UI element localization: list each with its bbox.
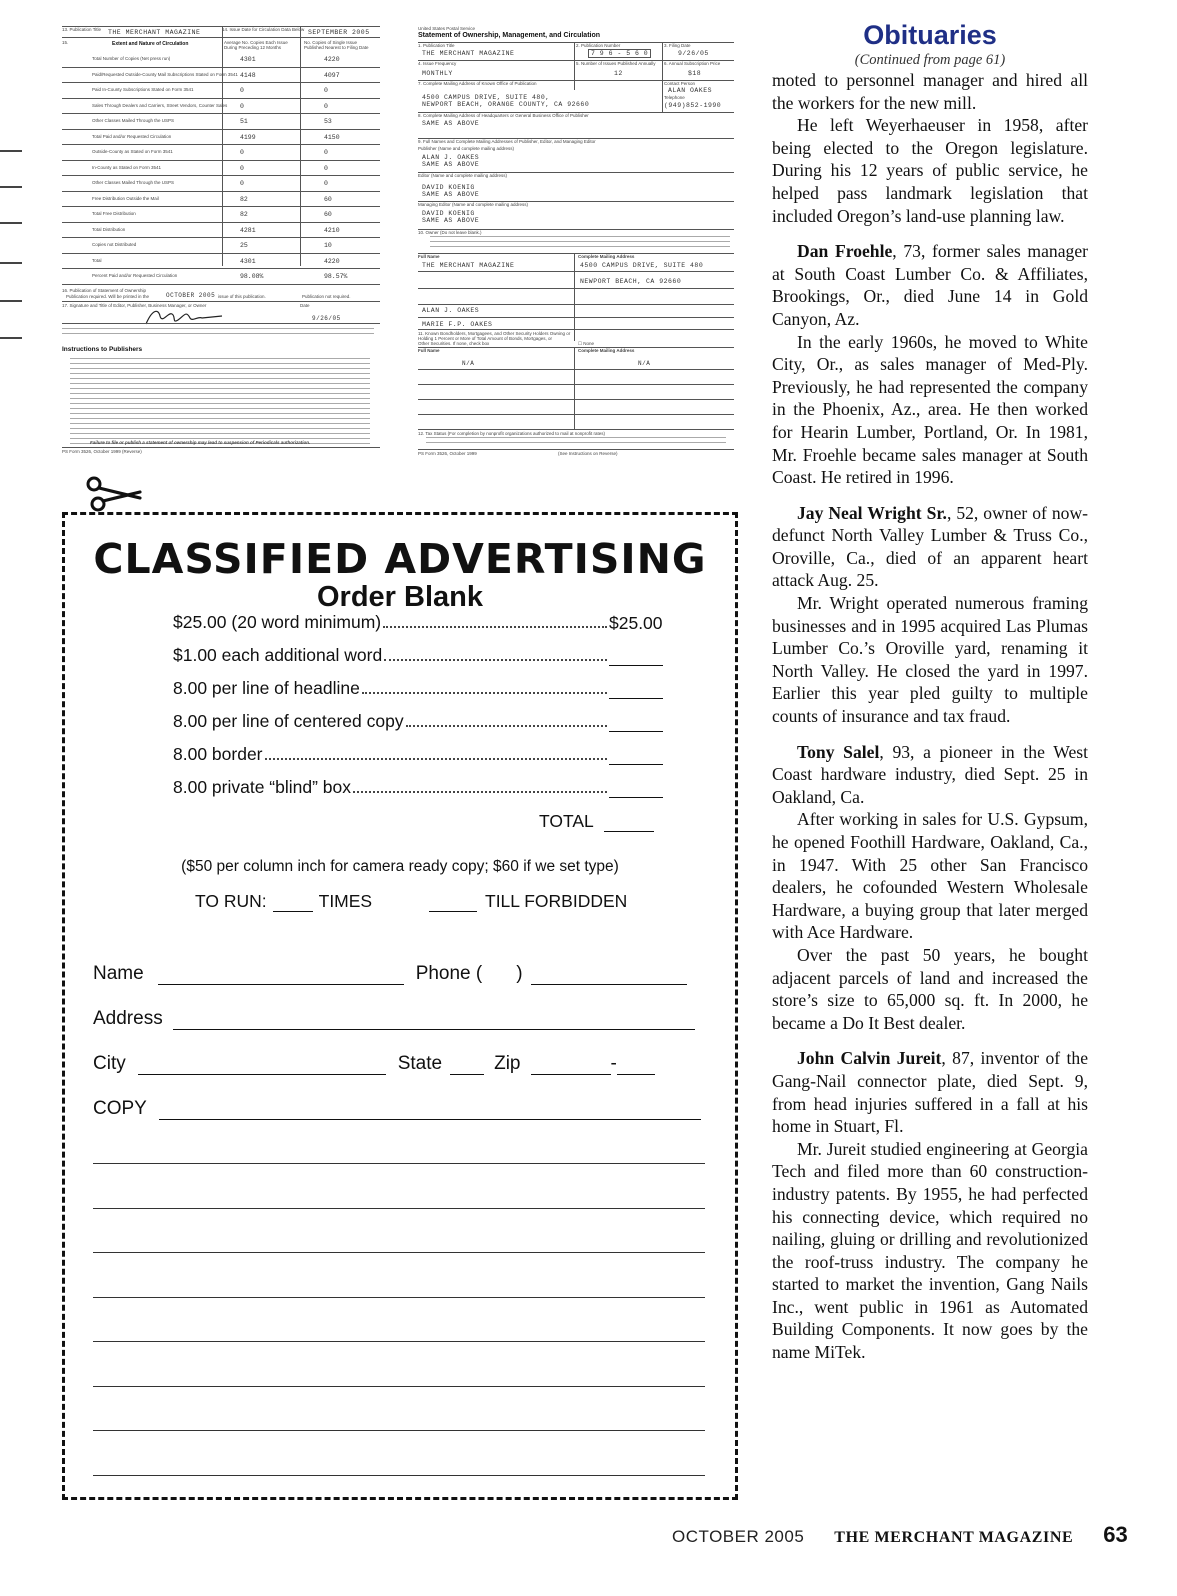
- copy-line-field[interactable]: [93, 1475, 705, 1476]
- dot-leader: [353, 791, 607, 793]
- own-filing-date: 9/26/05: [678, 50, 709, 57]
- address-label: Address: [93, 1008, 163, 1029]
- col-single-header: No. Copies of Single Issue Published Nearest to Filing Date: [304, 40, 369, 50]
- circulation-row-label: Copies not Distributed: [92, 242, 137, 247]
- copy-line-field[interactable]: [93, 1297, 705, 1298]
- zip-dash: -: [610, 1053, 617, 1074]
- own-office-address-2: NEWPORT BEACH, ORANGE COUNTY, CA 92660: [422, 101, 590, 108]
- circulation-single-value: 0: [324, 164, 328, 172]
- obit-text: , 73, former sales manager at South Coast Lumber Co. & Affiliates, Brookings, Or., died June 14 in Gold Canyon, Az.: [772, 241, 1089, 329]
- dot-leader: [362, 692, 607, 694]
- own-owner-2: ALAN J. OAKES: [422, 307, 480, 314]
- edge-mark: [0, 186, 22, 188]
- own-office-address-1: 4500 CAMPUS DRIVE, SUITE 480,: [422, 94, 550, 101]
- area-code-field[interactable]: [482, 965, 516, 985]
- city-row: [93, 1053, 655, 1075]
- circulation-row-divider: [62, 113, 380, 114]
- right-form-id: PS Form 3526, October 1999: [418, 451, 477, 456]
- price-row-amount-field[interactable]: [609, 745, 663, 765]
- circulation-avg-value: 0: [240, 149, 244, 156]
- form-issue-date: SEPTEMBER 2005: [308, 29, 370, 36]
- circulation-row-label: Paid In-County Subscriptions Stated on Form 3541: [92, 87, 194, 92]
- till-forbidden-label: TILL FORBIDDEN: [485, 891, 628, 911]
- circulation-avg-value: 0: [240, 164, 244, 172]
- copy-label: COPY: [93, 1098, 147, 1119]
- circulation-single-value: 4097: [324, 71, 340, 79]
- dot-leader: [265, 758, 607, 760]
- col-avg-header: Average No. Copies Each Issue During Preceding 12 Months: [224, 40, 288, 50]
- own-owner-address-2: NEWPORT BEACH, CA 92660: [580, 278, 682, 285]
- extent-header: Extent and Nature of Circulation: [112, 41, 189, 47]
- copy-line-field[interactable]: [93, 1252, 705, 1253]
- circulation-row-divider: [62, 284, 380, 285]
- circulation-avg-value: 4281: [240, 226, 256, 234]
- address-row: [93, 1008, 695, 1030]
- circulation-single-value: 60: [324, 195, 332, 203]
- circulation-avg-value: 4148: [240, 71, 256, 79]
- circulation-row-divider: [62, 268, 380, 269]
- circulation-row-label: Total Paid and/or Requested Circulation: [92, 133, 172, 139]
- own-editor-name: DAVID KOENIG: [422, 184, 475, 191]
- page-footer: [672, 1522, 1128, 1550]
- circulation-single-value: 60: [324, 211, 332, 218]
- agency: United States Postal Service: [418, 26, 476, 31]
- footer-month: OCTOBER 2005: [672, 1527, 805, 1546]
- price-row: [173, 673, 663, 699]
- own-contact-person: ALAN OAKES: [668, 87, 713, 94]
- circulation-single-value: 0: [324, 102, 328, 110]
- times-field[interactable]: [273, 894, 313, 912]
- circulation-row-label: Total Free Distribution: [92, 211, 136, 216]
- total-row: [539, 811, 654, 832]
- obit-name: Dan Froehle: [797, 241, 893, 262]
- form-publication-issue: OCTOBER 2005: [166, 292, 216, 299]
- price-row: [173, 640, 663, 666]
- scissors-icon: [84, 474, 148, 514]
- copy-line-field[interactable]: [93, 1208, 705, 1209]
- circulation-row-label: Sales Through Dealers and Carriers, Street Vendors, Counter Sales: [92, 102, 228, 108]
- circulation-avg-value: 82: [240, 195, 248, 203]
- obit-salel: [772, 741, 1088, 809]
- circulation-avg-value: 4301: [240, 56, 256, 63]
- obituaries-heading: Obituaries: [863, 20, 997, 50]
- price-row-amount-field[interactable]: [609, 778, 663, 798]
- circulation-row-divider: [62, 206, 380, 207]
- price-row-label: 8.00 per line of centered copy: [173, 711, 404, 731]
- name-field[interactable]: [158, 965, 404, 985]
- phone-close: ): [516, 963, 523, 984]
- classified-title: CLASSIFIED ADVERTISING: [93, 535, 707, 583]
- zip-ext-field[interactable]: [617, 1055, 655, 1075]
- page-number: 63: [1103, 1522, 1128, 1547]
- dot-leader: [384, 659, 607, 661]
- copy-line-field[interactable]: [93, 1341, 705, 1342]
- own-owner-address-1: 4500 CAMPUS DRIVE, SUITE 480: [580, 262, 704, 269]
- copy-field[interactable]: [159, 1100, 701, 1120]
- obit-text: , 87, inventor of the Gang-Nail connector plate, died Sept. 9, from head injuries suffered in a fall at his home in Stuart, Fl.: [772, 1048, 1089, 1137]
- circulation-row-divider: [62, 144, 380, 145]
- till-forbidden-row: [429, 891, 627, 912]
- dot-leader: [383, 626, 607, 628]
- own-telephone: (949)852-1990: [664, 102, 722, 109]
- till-forbidden-field[interactable]: [429, 894, 477, 912]
- obit-paragraph: Mr. Jureit studied engineering at Georgia Tech and filed more than 60 construction-industry patents. By 1955, he had perfected his connecting device, which required no nailing, gluing or drilling and revolutionized the roof-truss industry. The company he started to market the invention, Gang Nails Inc., went public in 1961 as Automated Building Components. It now goes by the name MiTek.: [772, 1138, 1088, 1363]
- obit-wright: [772, 502, 1088, 592]
- price-row-label: 8.00 border: [173, 744, 263, 764]
- zip-label: Zip: [494, 1053, 521, 1074]
- price-row-amount-field[interactable]: [609, 679, 663, 699]
- edge-mark: [0, 337, 22, 339]
- circulation-row-label: Outside-County as Stated on Form 3541: [92, 149, 173, 154]
- circulation-row-label: Percent Paid and/or Requested Circulation: [92, 273, 178, 278]
- copy-line-field[interactable]: [93, 1430, 705, 1431]
- signature: [142, 306, 232, 328]
- circulation-single-value: 98.57%: [324, 273, 348, 280]
- rate-note: ($50 per column inch for camera ready copy; $60 if we set type): [181, 858, 619, 875]
- circulation-form: 13. Publication Title THE MERCHANT MAGAZINE 14. Issue Date for Circulation Data Below SEPTEMBER 2005 15. Extent and Nature of Circulation Average No. Copies Each Issue During Preceding 12 Months No. Copies of Single Issue Published Nearest to Filing Date Total Number of Copies (Net press run) 4301 4220 Paid/Requested Outside-County Mail Subscriptions Stated on Form 3541 4148 4097 Paid In-County Subscriptions Stated on Form 3541 0 0 Sales Through Dealers and Carriers, Street Vendors, Counter Sales 0 0 Other Classes Mailed Through the USPS 51 53 Total Paid and/or Requested Circulation 4199 4150 Outside-County as Stated on Form 3541 0 0 In-County as Stated on Form 3541 0 0 Other Classes Mailed Through the USPS 0 0 Free Distribution Outside the Mail 82 60 Total Free Distribution 82 60 Total Distribution 4281 4210 Copies not Distributed 25 10 Total 4301 4220 Percent Paid and/or Requested Circulation 98.08% 98.57% 16. Publication of Statement of Ownership Publication required. Will be printed in the OCTOBER 2005 issue of this publication. Publication not required. 17. Signature and Title of Editor, Publisher, Business Manager, or Owner Date 9/26/05 Instructions to Publishers Failure to file or publish a statement of ownership may lead to suspension of Periodicals authorization. PS Form 3526, October 1999 (Reverse): [62, 26, 380, 456]
- circulation-row-label: Total Distribution: [92, 226, 126, 232]
- circulation-avg-value: 0: [240, 87, 244, 94]
- obit-paragraph: After working in sales for U.S. Gypsum, he opened Foothill Hardware, Oakland, Ca., in 1947. With 25 other San Francisco dealers, he cofounded Western Wholesale Hardware, a buying group that later merged with Ace Hardware.: [772, 809, 1088, 943]
- circulation-row-divider: [62, 82, 380, 83]
- own-subscription-price: $18: [688, 70, 702, 77]
- address-field[interactable]: [173, 1010, 695, 1030]
- footer-magazine: THE MERCHANT MAGAZINE: [834, 1529, 1074, 1546]
- own-publisher-name: ALAN J. OAKES: [422, 154, 480, 161]
- price-row-label: 8.00 private “blind” box: [173, 777, 352, 797]
- own-frequency: MONTHLY: [422, 70, 453, 77]
- price-row-label: $1.00 each additional word: [173, 645, 383, 665]
- circulation-single-value: 4220: [324, 56, 340, 63]
- obit-name: Tony Salel: [797, 741, 880, 762]
- own-owner-3: MARIE F.P. OAKES: [422, 321, 493, 328]
- circulation-avg-value: 4199: [240, 133, 256, 141]
- dot-leader: [406, 725, 607, 727]
- left-form-id: PS Form 3526, October 1999 (Reverse): [62, 449, 142, 454]
- circulation-avg-value: 0: [240, 102, 244, 110]
- total-label: TOTAL: [539, 811, 594, 831]
- copy-line-field[interactable]: [93, 1163, 705, 1164]
- price-row-label: $25.00 (20 word minimum): [173, 612, 382, 632]
- own-hq-address: SAME AS ABOVE: [422, 120, 480, 127]
- own-issues-per-year: 12: [614, 70, 623, 77]
- price-row: [173, 772, 663, 798]
- obit-paragraph: In the early 1960s, he moved to White City, Or., as sales manager of Med-Ply. Previously, he had represented the company in the Phoenix, Az., area. He then worked for Hearin Lumber, Portland, Or. In 1981, Mr. Froehle became sales manager at South Coast. He retired in 1996.: [772, 331, 1088, 488]
- failure-note: Failure to file or publish a statement of ownership may lead to suspension of Periodicals authorization.: [90, 440, 311, 445]
- own-editor-address: SAME AS ABOVE: [422, 191, 480, 198]
- price-row: [173, 739, 663, 765]
- city-label: City: [93, 1053, 126, 1074]
- circulation-row-divider: [62, 129, 380, 130]
- instructions-title: Instructions to Publishers: [62, 346, 143, 353]
- see-reverse: (See Instructions on Reverse): [558, 451, 618, 456]
- price-row-label: 8.00 per line of headline: [173, 678, 360, 698]
- circulation-avg-value: 98.08%: [240, 273, 264, 280]
- obit-jureit: [772, 1047, 1088, 1137]
- phone-field[interactable]: [531, 965, 687, 985]
- state-label: State: [397, 1053, 443, 1074]
- circulation-row-label: Other Classes Mailed Through the USPS: [92, 180, 174, 185]
- state-field[interactable]: [450, 1055, 484, 1075]
- circulation-row-label: Paid/Requested Outside-County Mail Subscriptions Stated on Form 3541: [92, 71, 238, 77]
- obituaries-column: [772, 20, 1088, 1364]
- price-row-amount-field[interactable]: [609, 646, 663, 666]
- circulation-row-divider: [62, 175, 380, 176]
- circulation-single-value: 0: [324, 87, 328, 94]
- own-bondholders-name: N/A: [462, 360, 475, 367]
- circulation-single-value: 4220: [324, 257, 340, 265]
- copy-line-field[interactable]: [93, 1386, 705, 1387]
- price-row: [173, 607, 663, 633]
- circulation-row-divider: [62, 160, 380, 161]
- obit-name: John Calvin Jureit: [797, 1048, 942, 1069]
- city-field[interactable]: [138, 1055, 386, 1075]
- own-publisher-address: SAME AS ABOVE: [422, 161, 480, 168]
- obit-name: Jay Neal Wright Sr.: [797, 502, 947, 523]
- price-row: [173, 706, 663, 732]
- copy-row: [93, 1098, 701, 1120]
- price-row-amount-field[interactable]: [609, 712, 663, 732]
- circulation-avg-value: 25: [240, 242, 248, 249]
- circulation-row-divider: [62, 98, 380, 99]
- circulation-row-divider: [62, 237, 380, 238]
- zip-field[interactable]: [531, 1055, 611, 1075]
- own-managing-editor-name: DAVID KOENIG: [422, 210, 475, 217]
- form-sign-date: 9/26/05: [312, 315, 341, 322]
- circulation-single-value: 10: [324, 242, 332, 249]
- name-row: [93, 963, 687, 985]
- ownership-title: Statement of Ownership, Management, and Circulation: [418, 32, 601, 39]
- circulation-single-value: 4210: [324, 226, 340, 234]
- classified-subtitle: Order Blank: [317, 581, 483, 613]
- obit-paragraph: He left Weyerhaeuser in 1958, after being elected to the Oregon legislature. During his 12 years of public service, he helped pass landmark legislation that included Oregon’s land-use planning law.: [772, 115, 1088, 226]
- own-publication-title: THE MERCHANT MAGAZINE: [422, 50, 515, 57]
- circulation-row-label: Other Classes Mailed Through the USPS: [92, 118, 174, 123]
- obit-text: , 93, a pioneer in the West Coast hardware industry, died Sept. 25 in Oakland, Ca.: [772, 741, 1088, 807]
- circulation-single-value: 0: [324, 149, 328, 156]
- own-bondholders-address: N/A: [638, 360, 651, 367]
- name-label: Name: [93, 963, 144, 984]
- obit-paragraph: Over the past 50 years, he bought adjacent parcels of land and increased the store’s size to 65,000 sq. ft. In 2000, he became a Do It Best dealer.: [772, 944, 1088, 1033]
- own-publication-number: 7 9 6 - 5 6 0: [588, 49, 651, 58]
- circulation-avg-value: 4301: [240, 257, 256, 265]
- circulation-row-label: Total Number of Copies (Net press run): [92, 56, 171, 61]
- circulation-avg-value: 51: [240, 118, 248, 125]
- to-run-label: TO RUN:: [195, 891, 267, 911]
- times-label: TIMES: [318, 891, 373, 911]
- total-field[interactable]: [604, 814, 654, 832]
- continued-note: (Continued from page 61): [854, 52, 1006, 68]
- circulation-row-divider: [62, 222, 380, 223]
- obit-text: , 52, owner of now-defunct North Valley Lumber & Truss Co., Oroville, Ca., died of an apparent heart attack Aug. 25.: [772, 502, 1089, 591]
- circulation-row-divider: [62, 67, 380, 68]
- circulation-single-value: 53: [324, 118, 332, 125]
- phone-label: Phone (: [415, 963, 483, 984]
- circulation-row-divider: [62, 253, 380, 254]
- edge-mark: [0, 150, 22, 152]
- obit-paragraph: moted to personnel manager and hired all the workers for the new mill.: [772, 70, 1088, 113]
- circulation-row-label: In-County as Stated on Form 3541: [92, 164, 162, 170]
- circulation-single-value: 4150: [324, 133, 340, 141]
- edge-mark: [0, 262, 22, 264]
- edge-mark: [0, 222, 22, 224]
- circulation-row-divider: [62, 191, 380, 192]
- circulation-row-label: Total: [92, 257, 102, 263]
- ownership-form: United States Postal Service Statement of Ownership, Management, and Circulation 1. Publication Title THE MERCHANT MAGAZINE 2. Publication Number 7 9 6 - 5 6 0 3. Filing Date 9/26/05 4. Issue Frequency MONTHLY 5. Number of Issues Published Annually 12 6. Annual Subscription Price $18 7. Complete Mailing Address of Known Office of Publication 4500 CAMPUS DRIVE, SUITE 480, NEWPORT BEACH, ORANGE COUNTY, CA 92660 Contact Person ALAN OAKES Telephone (949)852-1990 8. Complete Mailing Address of Headquarters or General Business Office of Publisher SAME AS ABOVE 9. Full Names and Complete Mailing Addresses of Publisher, Editor, and Managing Editor Publisher (Name and complete mailing address) ALAN J. OAKES SAME AS ABOVE Editor (Name and complete mailing address) DAVID KOENIG SAME AS ABOVE Managing Editor (Name and complete mailing address) DAVID KOENIG SAME AS ABOVE 10. Owner (Do not leave blank.) Full Name Complete Mailing Address THE MERCHANT MAGAZINE 4500 CAMPUS DRIVE, SUITE 480 NEWPORT BEACH, CA 92660 ALAN J. OAKES MARIE F.P. OAKES 11. Known Bondholders, Mortgagees, and Other Security Holders Owning or Holding 1 Percent or More of Total Amount of Bonds, Mortgages, or Other Securities. If none, check box ☐ None Full Name Complete Mailing Address N/A N/A 12. Tax Status (For completion by nonprofit organizations authorized to mail at nonprofit rates) PS Form 3526, October 1999 (See Instructions on Reverse): [418, 26, 734, 456]
- circulation-row-label: Free Distribution Outside the Mail: [92, 195, 159, 201]
- classified-order-blank: [62, 512, 738, 1500]
- form-publication-title: THE MERCHANT MAGAZINE: [108, 29, 201, 36]
- own-managing-editor-address: SAME AS ABOVE: [422, 217, 480, 224]
- price-row-amount: $25.00: [609, 613, 663, 633]
- circulation-avg-value: 82: [240, 211, 248, 218]
- obit-paragraph: Mr. Wright operated numerous framing businesses and in 1995 acquired Las Plumas Lumber Co.’s Oroville yard, renaming it North Valley. He closed the yard in 1997. Earlier this year pled guilty to multiple counts of insurance and tax fraud.: [772, 593, 1088, 727]
- circulation-single-value: 0: [324, 180, 328, 187]
- circulation-avg-value: 0: [240, 180, 244, 187]
- edge-mark: [0, 300, 22, 302]
- obit-froehle: [772, 240, 1088, 330]
- to-run-row: [195, 891, 372, 912]
- own-owner-name: THE MERCHANT MAGAZINE: [422, 262, 515, 269]
